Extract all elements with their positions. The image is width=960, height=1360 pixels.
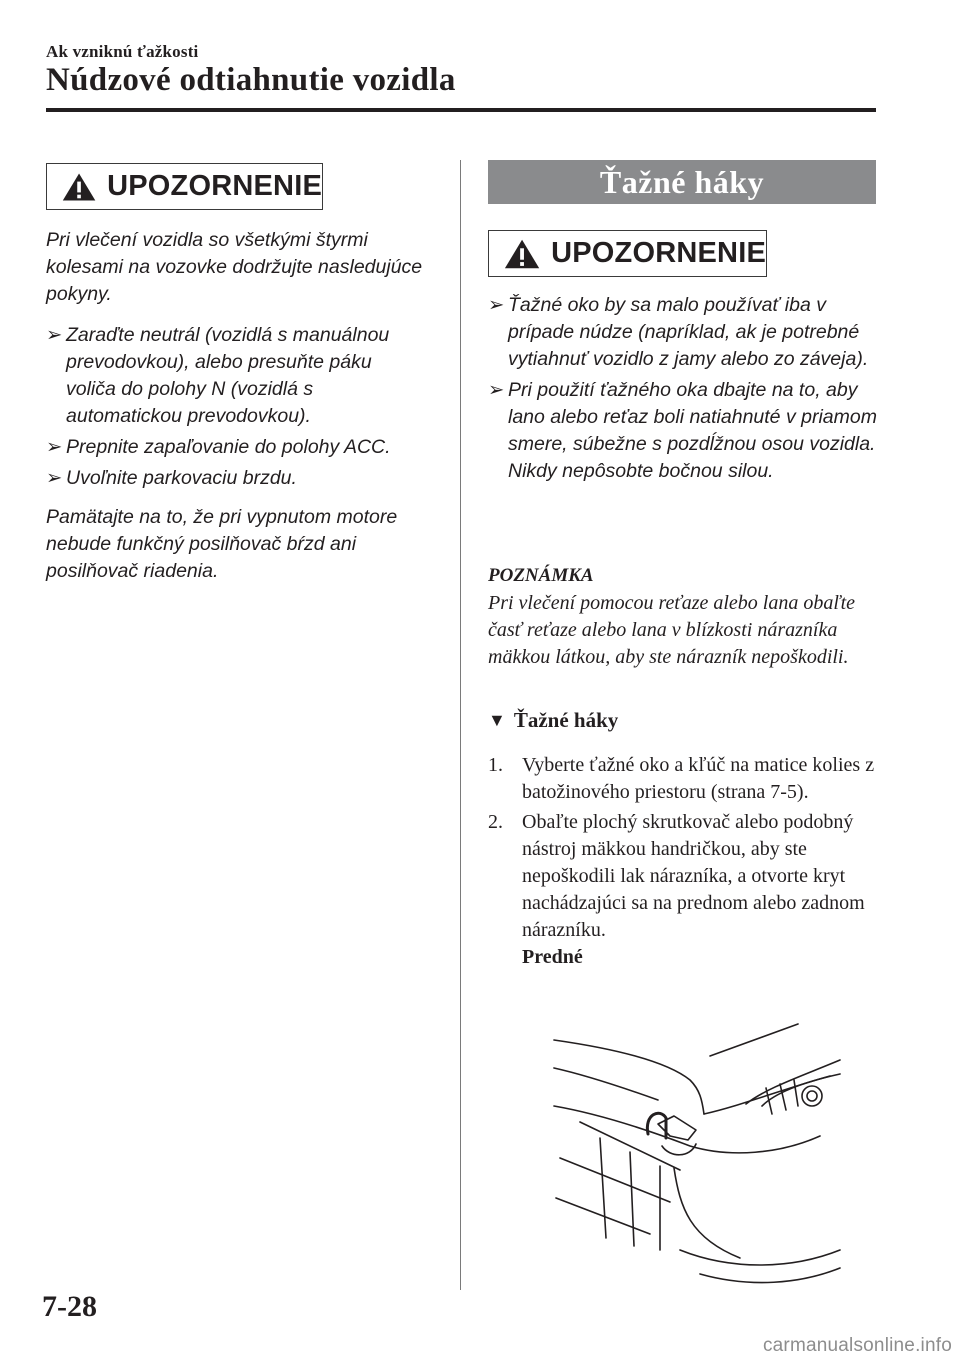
left-warning-content xyxy=(46,227,426,599)
warning-box-right xyxy=(488,230,767,277)
list-item: ➢ Pri použití ťažného oka dbajte na to, aby lano alebo reťaz boli natiahnuté v priamom smere, súbežne s pozdĺžnou osou vozidla. Nikdy nepôsobte bočnou silou. xyxy=(488,379,877,482)
warning-triangle-icon xyxy=(61,170,97,204)
arrow-right-icon: ➢ xyxy=(488,294,505,316)
list-item: 1. Vyberte ťažné oko a kľúč na matice kolies z batožinového priestoru (strana 7-5). xyxy=(488,754,875,803)
step-sublabel: Predné xyxy=(522,946,583,968)
front-bumper-illustration xyxy=(540,1018,850,1298)
list-item: 2. Obaľte plochý skrutkovač alebo podobný nástroj mäkkou handričkou, aby ste nepoškodili lak nárazníka, a otvorte kryt nachádzajúci sa na prednom alebo zadnom nárazníku. Predné xyxy=(488,809,878,971)
subheading-text: Ťažné háky xyxy=(513,708,619,732)
chapter-label: Ak vzniknú ťažkosti xyxy=(46,42,199,61)
steps-block xyxy=(488,752,878,974)
list-item: ➢ Prepnite zapaľovanie do polohy ACC. xyxy=(46,434,426,461)
warning-closing: Pamätajte na to, že pri vypnutom motore nebude funkčný posilňovač bŕzd ani posilňovač riadenia. xyxy=(46,506,398,582)
arrow-right-icon: ➢ xyxy=(488,379,505,401)
warning-label: UPOZORNENIE xyxy=(551,237,766,269)
page-number: 7-28 xyxy=(42,1290,97,1323)
right-warning-content xyxy=(488,292,878,497)
warning-intro: Pri vlečení vozidla so všetkými štyrmi kolesami na vozovke dodržujte nasledujúce pokyny. xyxy=(46,229,423,305)
note-block xyxy=(488,562,878,671)
note-title: POZNÁMKA xyxy=(488,565,594,586)
warning-box-left xyxy=(46,163,323,210)
arrow-right-icon: ➢ xyxy=(46,467,63,489)
page-title: Núdzové odtiahnutie vozidla xyxy=(46,62,456,98)
watermark: carmanualsonline.info xyxy=(762,1335,952,1356)
arrow-right-icon: ➢ xyxy=(46,436,63,458)
list-item: ➢ Ťažné oko by sa malo používať iba v prípade núdze (napríklad, ak je potrebné vytiahnuť vozidlo z jamy alebo zo záveja). xyxy=(488,294,869,370)
column-divider xyxy=(460,160,461,1290)
warning-label: UPOZORNENIE xyxy=(107,170,322,202)
section-title-bar: Ťažné háky xyxy=(488,160,876,204)
list-item: ➢ Uvoľnite parkovaciu brzdu. xyxy=(46,465,426,492)
warning-bullet-list xyxy=(488,292,878,485)
note-body: Pri vlečení pomocou reťaze alebo lana obaľte časť reťaze alebo lana v blízkosti nárazníka mäkkou látkou, aby ste nárazník nepoškodili. xyxy=(488,592,856,668)
steps-list xyxy=(488,752,878,971)
warning-triangle-icon xyxy=(503,237,541,271)
triangle-down-icon: ▼ xyxy=(488,710,506,730)
subheading xyxy=(488,708,618,733)
list-item: ➢ Zaraďte neutrál (vozidlá s manuálnou prevodovkou), alebo presuňte páku voliča do polohy N (vozidlá s automatickou prevodovkou). xyxy=(46,324,390,427)
arrow-right-icon: ➢ xyxy=(46,324,63,346)
header-rule xyxy=(46,108,876,112)
warning-bullet-list xyxy=(46,322,426,492)
